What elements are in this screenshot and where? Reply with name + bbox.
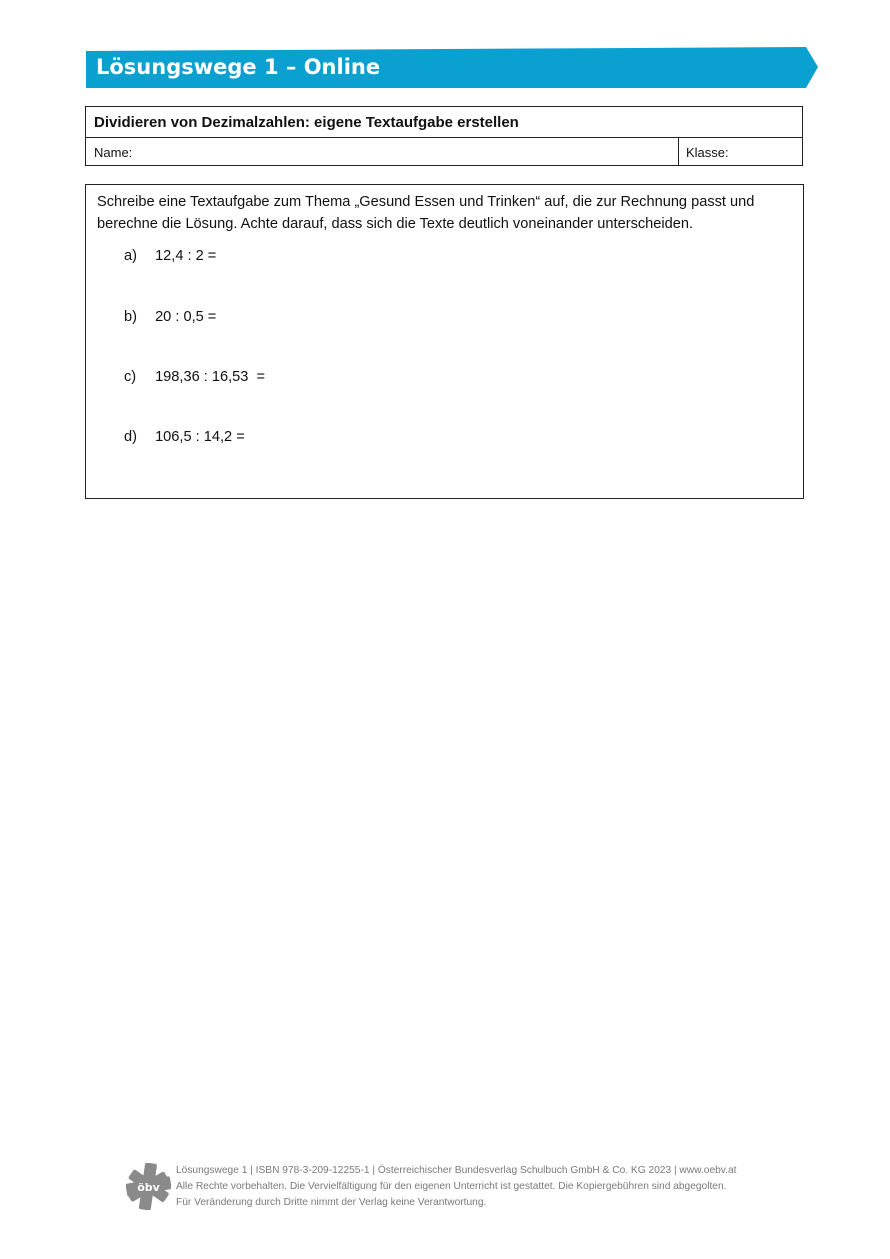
footer-line-disclaimer: Für Veränderung durch Dritte nimmt der Verlag keine Verantwortung. [176, 1197, 487, 1208]
task-label: c) [124, 369, 137, 385]
task-label: a) [124, 248, 137, 264]
title-banner [86, 47, 818, 88]
class-field-label: Klasse: [686, 145, 729, 160]
task-item [124, 309, 216, 325]
footer-line-copyright: Lösungswege 1 | ISBN 978-3-209-12255-1 | Österreichischer Bundesverlag Schulbuch GmbH & Co. KG 2023 | www.oebv.at [176, 1165, 737, 1176]
worksheet-title: Dividieren von Dezimalzahlen: eigene Textaufgabe erstellen [86, 107, 802, 138]
worksheet-header-table [85, 106, 803, 166]
footer-line-rights: Alle Rechte vorbehalten. Die Vervielfältigung für den eigenen Unterricht ist gestattet. Die Kopiergebühren sind abgegolten. [176, 1181, 727, 1192]
page-footer [126, 1163, 786, 1213]
task-expression: 12,4 : 2 = [155, 248, 217, 264]
footer-text [176, 1163, 736, 1211]
name-field-label: Name: [86, 138, 679, 166]
logo-text: öbv [137, 1181, 160, 1194]
task-item [124, 248, 216, 264]
exercise-instruction: Schreibe eine Textaufgabe zum Thema „Gesund Essen und Trinken“ auf, die zur Rechnung passt und berechne die Lösung. Achte darauf, dass sich die Texte deutlich voneinander unterscheiden. [97, 194, 755, 232]
task-label: d) [124, 429, 137, 445]
task-expression: 106,5 : 14,2 = [155, 429, 245, 445]
banner-title: Lösungswege 1 – Online [96, 55, 381, 79]
oebv-logo-icon [126, 1163, 171, 1210]
task-label: b) [124, 309, 137, 325]
task-item [124, 369, 265, 385]
task-expression: 20 : 0,5 = [155, 309, 217, 325]
task-expression: 198,36 : 16,53 = [155, 369, 266, 385]
task-item [124, 429, 245, 445]
exercise-box [85, 184, 804, 499]
